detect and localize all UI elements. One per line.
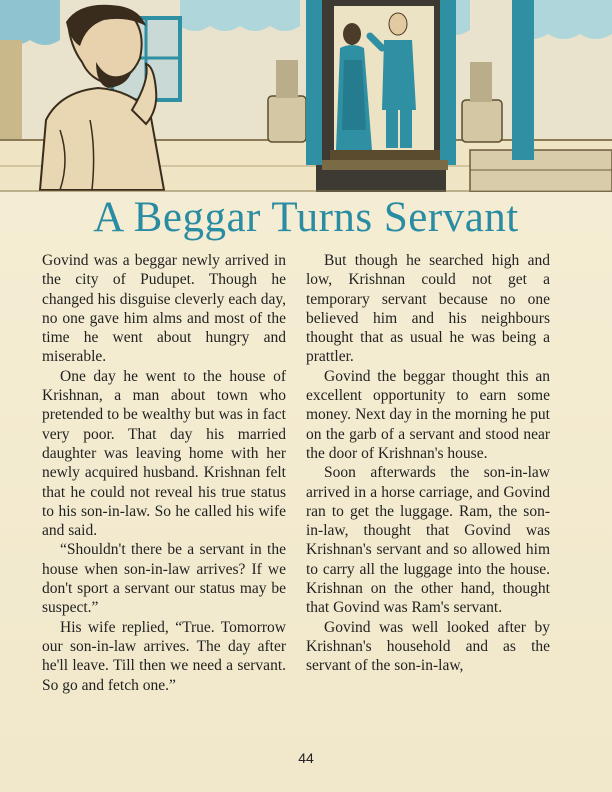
page-number: 44: [298, 750, 314, 766]
paragraph: “Shouldn't there be a servant in the house when son-in-law arrives? If we don't sport a servant our status may be suspect.”: [42, 541, 286, 617]
right-text-column: [306, 251, 550, 676]
paragraph: Govind was well looked after by Krishnan's household and as the servant of the son-in-law,: [306, 618, 550, 675]
story-illustration: [0, 0, 612, 192]
illustration-artwork: [0, 0, 612, 192]
paragraph: Govind the beggar thought this an excellent opportunity to earn some money. Next day in the morning he put on the garb of a servant and stood near the door of Krishnan's house.: [306, 367, 550, 462]
paragraph: But though he searched high and low, Krishnan could not get a temporary servant because no one believed him and his neighbours thought that as usual he was being a prattler.: [306, 252, 550, 366]
story-title: A Beggar Turns Servant: [93, 194, 519, 241]
left-text-column: [42, 251, 286, 695]
paragraph: Govind was a beggar newly arrived in the city of Pudupet. Though he changed his disguise cleverly each day, no one gave him alms and most of the time he went about hungry and miserable.: [42, 252, 286, 366]
paragraph: Soon afterwards the son-in-law arrived in a horse carriage, and Govind ran to get the luggage. Ram, the son-in-law, thought that Govind was Krishnan's servant and so allowed him to carry all the luggage into the house. Krishnan on the other hand, thought that Govind was Ram's servant.: [306, 464, 550, 617]
paragraph: One day he went to the house of Krishnan, a man about town who pretended to be wealthy but was in fact very poor. That day his married daughter was leaving home with her newly acquired husband. Krishnan felt that he could not reveal his true status to his son-in-law. So he called his wife and said.: [42, 367, 286, 540]
paragraph: His wife replied, “True. Tomorrow our son-in-law arrives. The day after he'll leave. Till then we need a servant. So go and fetch one.”: [42, 618, 286, 694]
